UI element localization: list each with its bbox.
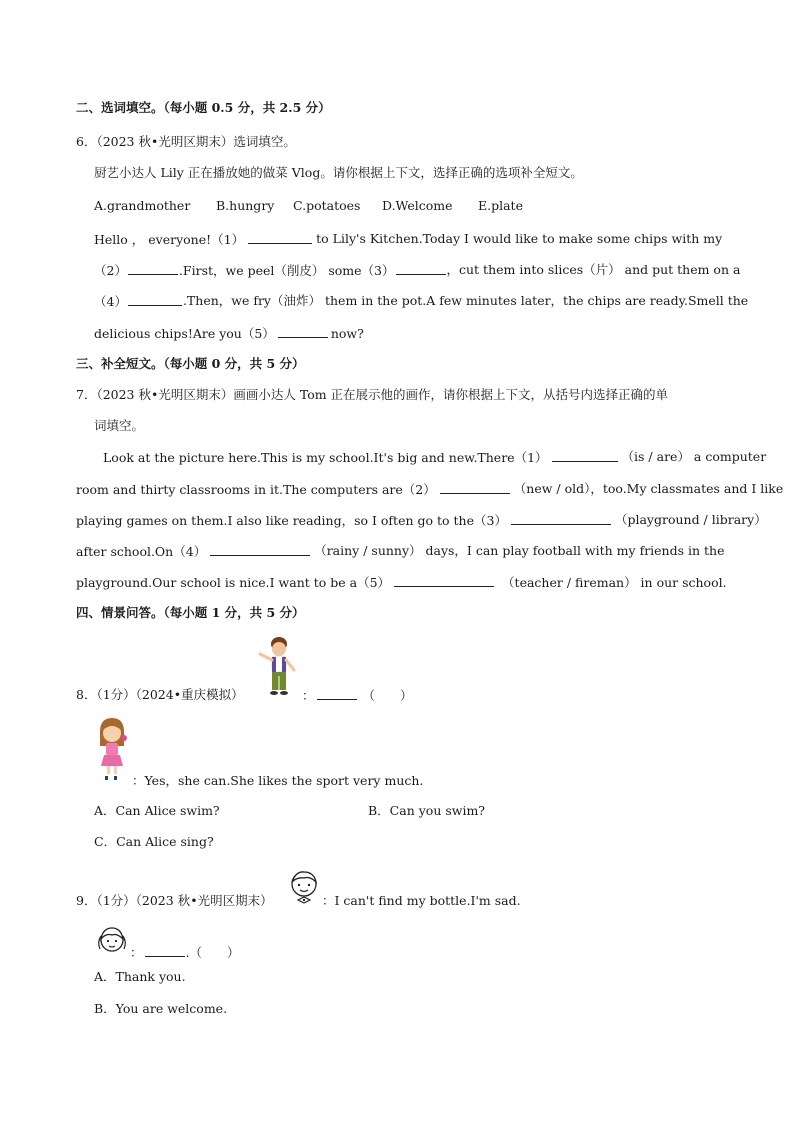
girl-face-icon: [94, 924, 130, 954]
section-2-header: 二、选词填空。（每小题 0.5 分，共 2.5 分）: [76, 100, 331, 115]
passage-text: .Then，we fry（油炸） them in the pot.A few minutes later，the chips are ready.Smell the: [182, 293, 749, 308]
q8-option-c[interactable]: C．Can Alice sing?: [94, 834, 214, 849]
option-d: D.Welcome: [382, 198, 453, 213]
q6-passage-line-3: [94, 293, 749, 310]
q9-answer-line: [130, 944, 240, 961]
q6-passage-line-4: [94, 325, 364, 342]
q6-passage-line-1: [94, 231, 723, 248]
passage-text: playground.Our school is nice.I want to be a（5）: [76, 575, 391, 590]
blank-5[interactable]: [394, 574, 494, 587]
blank-4[interactable]: [128, 293, 182, 306]
passage-text: to Lily's Kitchen.Today I would like to make some chips with my: [316, 231, 723, 246]
q7-passage-line-4: [76, 543, 725, 560]
q9-option-a[interactable]: A．Thank you.: [94, 969, 186, 984]
passage-text: Hello ， everyone!（1）: [94, 232, 245, 247]
q7-passage-line-3: [76, 512, 767, 529]
section-3-header: 三、补全短文。（每小题 0 分，共 5 分）: [76, 356, 305, 371]
passage-text: playing games on them.I also like reading，so I often go to the（3）: [76, 513, 507, 528]
passage-text: .First，we peel（削皮） some（3）: [178, 263, 395, 278]
blank-4[interactable]: [210, 543, 310, 556]
q8-option-a[interactable]: A．Can Alice swim?: [94, 803, 220, 818]
answer-blank[interactable]: [145, 944, 185, 957]
q7-passage-line-1: [103, 449, 767, 466]
boy-figure-icon: [254, 636, 302, 700]
option-a: A.grandmother: [94, 198, 191, 213]
q7-passage-line-5: [76, 574, 727, 591]
option-e: E.plate: [478, 198, 523, 213]
question-6-stem: 6．（2023 秋•光明区期末）选词填空。: [76, 134, 296, 149]
section-4-header: 四、情景问答。（每小题 1 分，共 5 分）: [76, 605, 305, 620]
passage-text: after school.On（4）: [76, 544, 207, 559]
q8-option-b[interactable]: B．Can you swim?: [368, 803, 486, 818]
blank-2[interactable]: [128, 262, 178, 275]
passage-text: ，cut them into slices（片） and put them on a: [446, 262, 741, 277]
question-6-options: [94, 198, 523, 214]
blank-1[interactable]: [248, 231, 312, 244]
passage-text: （2）: [94, 263, 127, 278]
blank-3[interactable]: [396, 262, 446, 275]
colon: ：: [302, 688, 315, 703]
passage-text: delicious chips!Are you（5）: [94, 326, 275, 341]
blank-5[interactable]: [278, 325, 328, 338]
q9-prompt: ：I can't find my bottle.I'm sad.: [322, 893, 521, 908]
question-8-stem: 8．（1分）（2024•重庆模拟）: [76, 687, 244, 702]
q8-answer-line: [302, 687, 413, 704]
blank-3[interactable]: [511, 512, 611, 525]
passage-text: （4）: [94, 294, 127, 309]
passage-text: （teacher / fireman） in our school.: [502, 575, 727, 590]
blank-2[interactable]: [440, 481, 510, 494]
q9-option-b[interactable]: B．You are welcome.: [94, 1001, 228, 1016]
question-6-intro: 厨艺小达人 Lily 正在播放她的做菜 Vlog。请你根据上下文，选择正确的选项补全短文。: [94, 165, 583, 180]
passage-text: Look at the picture here.This is my school.It's big and new.There（1）: [103, 450, 548, 465]
passage-text: （rainy / sunny） days，I can play football with my friends in the: [314, 543, 725, 558]
girl-figure-icon: [92, 716, 132, 782]
answer-paren: （ ）: [362, 688, 413, 703]
question-7-stem: 7．（2023 秋•光明区期末）画画小达人 Tom 正在展示他的画作，请你根据上下文，从括号内选择正确的单: [76, 387, 669, 402]
boy-face-icon: [286, 868, 322, 908]
answer-blank[interactable]: [317, 687, 357, 700]
question-7-stem-cont: 词填空。: [94, 418, 145, 433]
question-9-stem: 9．（1分）（2023 秋•光明区期末）: [76, 893, 273, 908]
blank-1[interactable]: [552, 449, 618, 462]
passage-text: （playground / library）: [614, 512, 767, 527]
q7-passage-line-2: [76, 481, 784, 498]
answer-paren: .（ ）: [185, 945, 240, 960]
colon: ：: [130, 945, 143, 960]
option-c: C.potatoes: [293, 198, 361, 213]
passage-text: room and thirty classrooms in it.The computers are（2）: [76, 482, 436, 497]
option-b: B.hungry: [216, 198, 275, 213]
passage-text: （is / are） a computer: [621, 449, 767, 464]
passage-text: now?: [330, 326, 364, 341]
q6-passage-line-2: [94, 262, 741, 279]
q8-response: ：Yes，she can.She likes the sport very much.: [132, 773, 424, 788]
passage-text: （new / old），too.My classmates and I like: [513, 481, 784, 496]
